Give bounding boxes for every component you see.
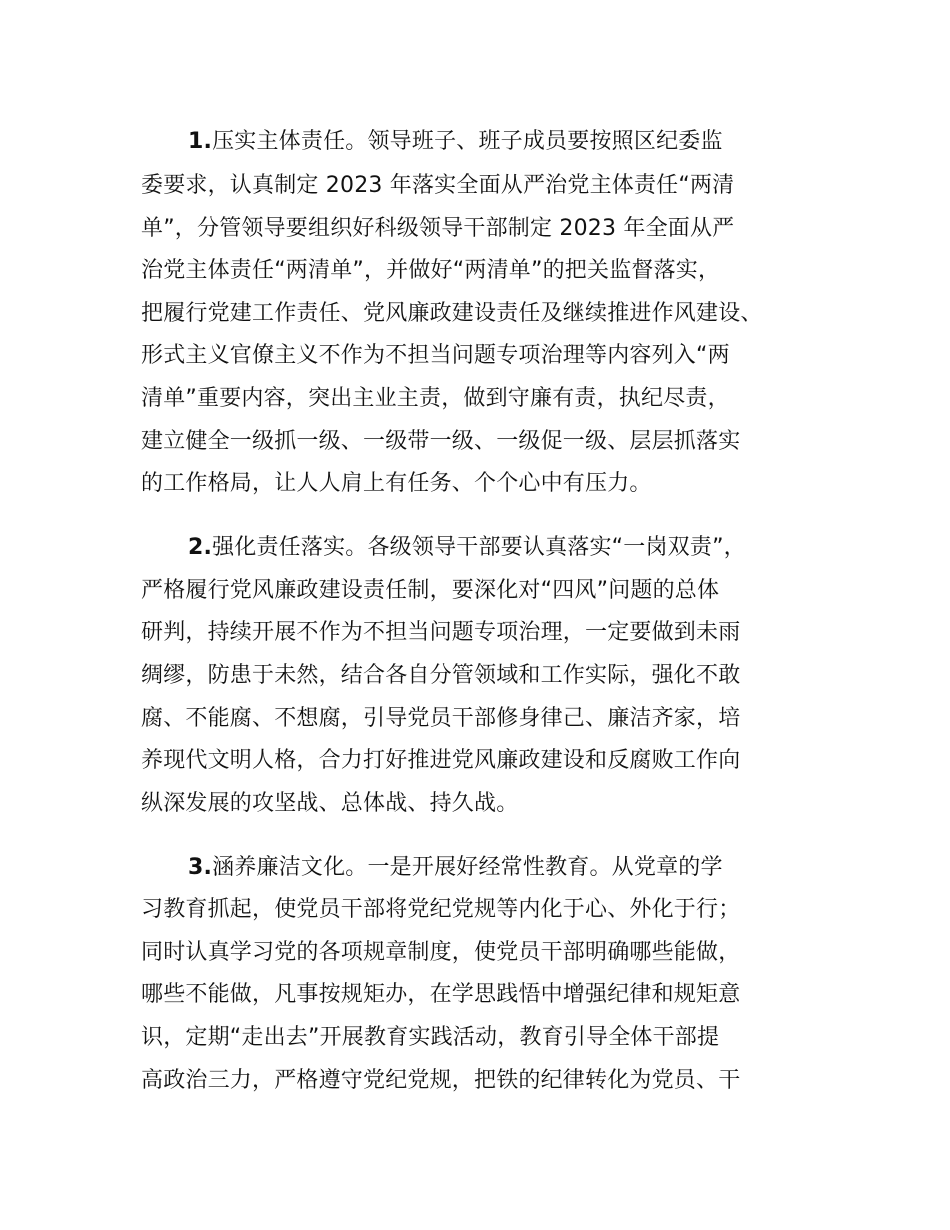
paragraph-3-line-3: 同时认真学习党的各项规章制度，使党员干部明确哪些能做， — [141, 940, 741, 965]
paragraph-1-line-4: 治党主体责任“两清单”，并做好“两清单”的把关监督落实， — [141, 258, 721, 283]
paragraph-2-line-7: 纵深发展的攻坚战、总体战、持久战。 — [141, 791, 519, 816]
paragraph-2-line-6: 养现代文明人格，合力打好推进党风廉政建设和反腐败工作向 — [141, 748, 741, 773]
paragraph-1-line-3: 单”，分管领导要组织好科级领导干部制定 2023 年全面从严 — [141, 216, 735, 241]
paragraph-1-line-8: 建立健全一级抓一级、一级带一级、一级促一级、层层抓落实 — [141, 429, 741, 454]
paragraph-3-number: 3. — [188, 855, 213, 880]
paragraph-2-line-1: 2.强化责任落实。各级领导干部要认真落实“一岗双责”， — [188, 535, 746, 560]
paragraph-3-line-6: 高政治三力，严格遵守党纪党规，把铁的纪律转化为党员、干 — [141, 1068, 741, 1093]
paragraph-2-number: 2. — [188, 535, 213, 560]
paragraph-1-line-6: 形式主义官僚主义不作为不担当问题专项治理等内容列入“两 — [141, 343, 730, 368]
paragraph-1-line-2: 委要求，认真制定 2023 年落实全面从严治党主体责任“两清 — [141, 173, 735, 198]
paragraph-1-line-1: 1.压实主体责任。领导班子、班子成员要按照区纪委监 — [188, 129, 723, 154]
paragraph-3-line-1: 3.涵养廉洁文化。一是开展好经常性教育。从党章的学 — [188, 855, 723, 880]
paragraph-2-line-4: 绸缪，防患于未然，结合各自分管领域和工作实际，强化不敢 — [141, 663, 741, 688]
paragraph-1-line-5: 把履行党建工作责任、党风廉政建设责任及继续推进作风建设、 — [141, 301, 763, 326]
paragraph-3-line-5: 识，定期“走出去”开展教育实践活动，教育引导全体干部提 — [141, 1025, 720, 1050]
paragraph-2-line-5: 腐、不能腐、不想腐，引导党员干部修身律己、廉洁齐家，培 — [141, 706, 741, 731]
paragraph-1-number: 1. — [188, 129, 213, 154]
paragraph-2-line-3: 研判，持续开展不作为不担当问题专项治理，一定要做到未雨 — [141, 620, 741, 645]
paragraph-1-line-9: 的工作格局，让人人肩上有任务、个个心中有压力。 — [141, 471, 652, 496]
paragraph-1-line-7: 清单”重要内容，突出主业主责，做到守廉有责，执纪尽责， — [141, 386, 730, 411]
paragraph-3-line-4: 哪些不能做，凡事按规矩办，在学思践悟中增强纪律和规矩意 — [141, 982, 741, 1007]
paragraph-2-line-2: 严格履行党风廉政建设责任制，要深化对“四风”问题的总体 — [141, 578, 720, 603]
paragraph-3-line-2: 习教育抓起，使党员干部将党纪党规等内化于心、外化于行； — [141, 897, 741, 922]
